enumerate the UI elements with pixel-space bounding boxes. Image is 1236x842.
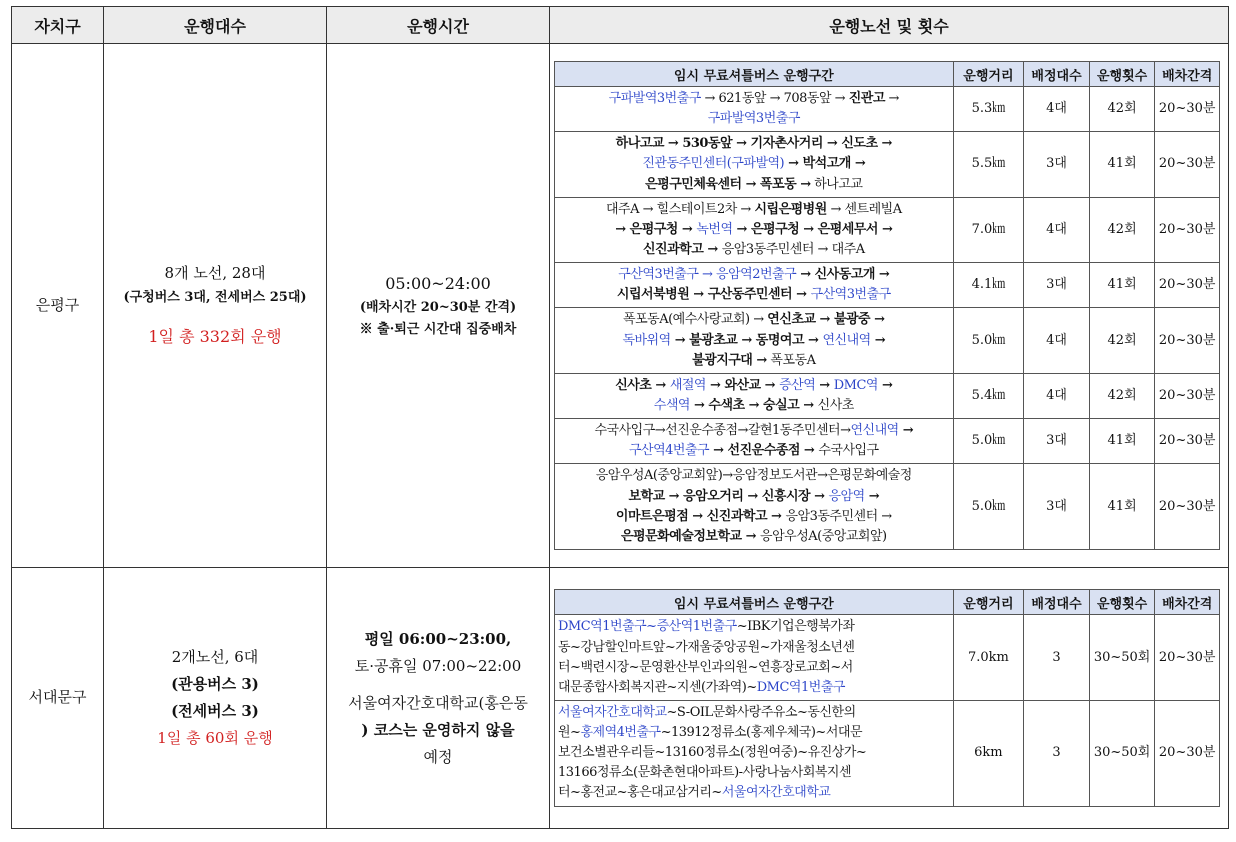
route-segment: → (877, 377, 893, 393)
route-segment: 수국사입구 (818, 443, 879, 459)
route-buses: 4대 (1024, 308, 1090, 373)
eunpyeong-time-note: ※ 출·퇴근 시간대 집중배차 (359, 322, 517, 338)
route-trips: 41회 (1089, 419, 1155, 464)
eunpyeong-routes-body (555, 87, 1220, 550)
route-segment: → 은평구청 → (615, 221, 697, 237)
route-trips: 42회 (1089, 197, 1155, 262)
route-interval: 20~30분 (1155, 615, 1220, 701)
route-segment: ~S-OIL문화사랑주유소~동신한의 (666, 704, 856, 720)
route-description (555, 197, 954, 262)
route-line (558, 200, 950, 220)
route-segment: 신사초 → (615, 377, 670, 393)
route-segment: → (898, 423, 914, 439)
eunpyeong-bus-count (104, 44, 327, 568)
route-buses: 4대 (1024, 373, 1090, 418)
inner-header-route: 임시 무료셔틀버스 운행구간 (555, 62, 954, 87)
route-line (558, 265, 950, 285)
route-interval: 20~30분 (1155, 373, 1220, 418)
route-interval: 20~30분 (1155, 419, 1220, 464)
route-line (558, 703, 950, 723)
eunpyeong-time-interval: (배차시간 20~30분 간격) (359, 300, 517, 315)
route-segment: → 센트레빌A (826, 201, 902, 217)
route-line (558, 89, 950, 109)
route-segment: 응암3동주민센터 → (785, 508, 892, 524)
route-segment: → 불광초교 → 동명여고 → (670, 332, 823, 348)
seodaemun-count-line2: (관용버스 3) (171, 675, 259, 693)
route-row (555, 197, 1220, 262)
route-row (555, 373, 1220, 418)
route-segment: ~13912정류소(홍제우체국)~서대문 (660, 725, 862, 741)
route-segment: → (864, 488, 880, 504)
inner-header-trips: 운행횟수 (1089, 62, 1155, 87)
eunpyeong-operating-hours (327, 44, 550, 568)
route-segment: 독바위역 (622, 332, 671, 348)
route-description (555, 464, 954, 550)
inner-header-trips: 운행횟수 (1089, 590, 1155, 615)
seodaemun-count-line1: 2개노선, 6대 (171, 648, 259, 666)
route-line (558, 783, 950, 803)
route-segment: 원~ (558, 725, 581, 741)
route-distance: 5.0㎞ (953, 464, 1024, 550)
route-distance: 6km (953, 700, 1024, 806)
eunpyeong-count-total: 1일 총 332회 운행 (148, 326, 282, 346)
route-line (558, 285, 950, 305)
route-segment: DMC역 (833, 377, 878, 393)
route-segment: 응암우성A(중앙교회앞)→응암정보도서관→은평문화예술정 (595, 468, 912, 484)
eunpyeong-count-line2: (구청버스 3대, 전세버스 25대) (123, 289, 307, 305)
route-segment: → 선진운수종점 → (709, 443, 819, 459)
route-line (558, 220, 950, 240)
route-distance: 5.3㎞ (953, 87, 1024, 132)
route-line (558, 154, 950, 174)
seodaemun-routes-body (555, 615, 1220, 806)
route-interval: 20~30분 (1155, 132, 1220, 197)
seodaemun-routes-cell (550, 568, 1229, 829)
eunpyeong-row (12, 44, 1229, 568)
route-line (558, 507, 950, 527)
route-segment: 진관고 (848, 91, 885, 107)
route-segment: 구파발역3번출구 (707, 111, 800, 127)
route-line (558, 351, 950, 371)
route-line (558, 175, 950, 195)
seodaemun-time-weekday: 평일 06:00~23:00, (364, 629, 512, 648)
route-trips: 41회 (1089, 464, 1155, 550)
inner-header-buses: 배정대수 (1024, 62, 1090, 87)
route-distance: 7.0km (953, 615, 1024, 701)
header-operating-hours: 운행시간 (327, 7, 550, 44)
route-buses: 3 (1024, 700, 1090, 806)
route-segment: 신진과학고 → (643, 242, 722, 257)
route-line (558, 638, 950, 658)
seodaemun-time-note3: 예정 (423, 747, 453, 766)
route-segment: 응암역 (828, 488, 865, 504)
route-description (555, 263, 954, 308)
route-interval: 20~30분 (1155, 197, 1220, 262)
route-segment: 은평구민체육센터 → 폭포동 → (645, 176, 811, 192)
route-row (555, 419, 1220, 464)
route-segment: 응암3동주민센터 → 대주A (721, 242, 865, 257)
route-trips: 42회 (1089, 308, 1155, 373)
route-row (555, 263, 1220, 308)
route-distance: 5.0㎞ (953, 419, 1024, 464)
route-line (558, 396, 950, 416)
route-distance: 5.4㎞ (953, 373, 1024, 418)
route-segment: 13166정류소(문화촌현대아파트)-사랑나눔사회복지센 (558, 765, 852, 781)
route-segment: 시립은평병원 (754, 201, 827, 217)
route-description (555, 87, 954, 132)
route-segment: 새절역 (669, 377, 706, 393)
route-line (558, 743, 950, 763)
route-line (558, 487, 950, 507)
route-segment: → (870, 332, 886, 348)
route-segment: 구산역3번출구 → 응암역2번출구 (618, 267, 797, 283)
route-segment: 터~홍전교~홍은대교삼거리~ (558, 785, 722, 801)
route-segment: 수국사입구→선진운수종점→갈현1동주민센터→ (594, 423, 851, 439)
route-row (555, 464, 1220, 550)
route-segment: 보건소별관우리들~13160정류소(정원여중)~유진상가~ (558, 745, 867, 761)
header-row (12, 7, 1229, 44)
route-line (558, 109, 950, 129)
seodaemun-routes-header (555, 590, 1220, 615)
route-segment: 서울여자간호대학교 (721, 785, 831, 801)
seodaemun-row (12, 568, 1229, 829)
route-trips: 30~50회 (1089, 700, 1155, 806)
route-description (555, 373, 954, 418)
route-row (555, 132, 1220, 197)
inner-header-distance: 운행거리 (953, 62, 1024, 87)
route-segment: 은평문화예술정보학교 → (621, 528, 761, 544)
route-line (558, 678, 950, 698)
district-eunpyeong: 은평구 (12, 44, 104, 568)
eunpyeong-routes-header (555, 62, 1220, 87)
header-district: 자치구 (12, 7, 104, 44)
route-distance: 5.0㎞ (953, 308, 1024, 373)
inner-header-route: 임시 무료셔틀버스 운행구간 (555, 590, 954, 615)
route-interval: 20~30분 (1155, 700, 1220, 806)
route-segment: 대주A → 힐스테이트2차 → (606, 201, 755, 217)
route-segment: → 은평구청 → 은평세무서 → (732, 221, 893, 237)
eunpyeong-routes-table (554, 61, 1220, 550)
route-line (558, 617, 950, 637)
route-segment: 서울여자간호대학교 (558, 704, 667, 720)
route-segment: → (884, 91, 899, 107)
route-row (555, 615, 1220, 701)
route-segment: 연신내역 (850, 423, 899, 439)
route-buses: 3대 (1024, 419, 1090, 464)
route-segment: 터~백련시장~문영환산부인과의원~연흥장로교회~서 (558, 659, 853, 675)
route-interval: 20~30분 (1155, 263, 1220, 308)
route-segment: 응암우성A(중앙교회앞) (760, 528, 887, 544)
route-description (555, 419, 954, 464)
route-segment: 구파발역3번출구 (608, 91, 701, 107)
route-trips: 42회 (1089, 87, 1155, 132)
route-row (555, 87, 1220, 132)
seodaemun-time-weekend: 토·공휴일 07:00~22:00 (354, 656, 522, 675)
route-segment: → 신사동고개 → (796, 267, 890, 283)
route-buses: 4대 (1024, 197, 1090, 262)
route-line (558, 331, 950, 351)
route-trips: 30~50회 (1089, 615, 1155, 701)
route-trips: 41회 (1089, 263, 1155, 308)
route-segment: DMC역1번출구~증산역1번출구 (558, 619, 737, 635)
route-segment: 폭포동A (766, 352, 816, 368)
header-routes-and-trips: 운행노선 및 횟수 (550, 7, 1229, 44)
seodaemun-count-total: 1일 총 60회 운행 (157, 729, 273, 747)
route-segment: → 621동앞 → 708동앞 → (700, 91, 849, 107)
route-buses: 4대 (1024, 87, 1090, 132)
route-segment: 하나고교 (810, 176, 863, 192)
inner-header-distance: 운행거리 (953, 590, 1024, 615)
seodaemun-time-note2: ) 코스는 운영하지 않을 (361, 720, 515, 739)
route-segment: 이마트은평점 → 신진과학고 → (615, 508, 786, 524)
route-description (555, 308, 954, 373)
route-segment: ~IBK기업은행북가좌 (736, 619, 855, 635)
route-distance: 5.5㎞ (953, 132, 1024, 197)
route-segment: → 수색초 → 숭실고 → (689, 397, 818, 413)
route-line (558, 466, 950, 486)
route-segment: → 박석고개 → (784, 156, 866, 172)
route-buses: 3대 (1024, 132, 1090, 197)
route-buses: 3 (1024, 615, 1090, 701)
route-line (558, 763, 950, 783)
route-description (555, 132, 954, 197)
route-segment: DMC역1번출구 (756, 679, 845, 695)
eunpyeong-count-line1: 8개 노선, 28대 (164, 264, 266, 283)
route-line (558, 310, 950, 330)
route-interval: 20~30분 (1155, 87, 1220, 132)
seodaemun-count-line3: (전세버스 3) (171, 702, 259, 720)
route-segment: 폭포동A(예수사랑교회) → (623, 312, 768, 328)
route-segment: 구산역3번출구 (810, 287, 891, 303)
route-buses: 3대 (1024, 464, 1090, 550)
seodaemun-routes-table (554, 589, 1220, 806)
route-segment: 불광지구대 → (692, 352, 767, 368)
route-row (555, 308, 1220, 373)
route-line (558, 658, 950, 678)
route-interval: 20~30분 (1155, 464, 1220, 550)
route-line (558, 723, 950, 743)
route-description (555, 700, 954, 806)
district-seodaemun: 서대문구 (12, 568, 104, 829)
route-segment: 동~강남할인마트앞~가재울중앙공원~가재울청소년센 (558, 639, 855, 655)
route-row (555, 700, 1220, 806)
route-segment: 연신내역 (822, 332, 871, 348)
route-segment: 녹번역 (696, 221, 733, 237)
route-line (558, 240, 950, 260)
seodaemun-bus-count (104, 568, 327, 829)
route-segment: → 와산교 → (706, 377, 780, 393)
route-segment: 구산역4번출구 (628, 443, 710, 459)
route-description (555, 615, 954, 701)
inner-header-buses: 배정대수 (1024, 590, 1090, 615)
route-line (558, 421, 950, 441)
route-segment: 증산역 (779, 377, 816, 393)
route-line (558, 134, 950, 154)
seodaemun-time-note1: 서울여자간호대학교(홍은동 (348, 693, 528, 712)
route-segment: 수색역 (653, 397, 690, 413)
route-segment: 대문종합사회복지관~지센(가좌역)~ (558, 679, 757, 695)
route-line (558, 376, 950, 396)
route-segment: → (815, 377, 834, 393)
route-buses: 3대 (1024, 263, 1090, 308)
seodaemun-operating-hours (327, 568, 550, 829)
shuttle-bus-table (11, 6, 1229, 829)
eunpyeong-time-main: 05:00~24:00 (385, 273, 491, 293)
eunpyeong-routes-cell (550, 44, 1229, 568)
inner-header-interval: 배차간격 (1155, 62, 1220, 87)
route-segment: 보학교 → 응암오거리 → 신흥시장 → (628, 488, 829, 504)
route-line (558, 441, 950, 461)
route-segment: 시립서북병원 → 구산동주민센터 → (616, 287, 811, 303)
route-segment: 홍제역4번출구 (580, 725, 661, 741)
route-distance: 4.1㎞ (953, 263, 1024, 308)
inner-header-interval: 배차간격 (1155, 590, 1220, 615)
route-segment: 진관동주민센터(구파발역) (642, 156, 785, 172)
route-line (558, 527, 950, 547)
route-distance: 7.0㎞ (953, 197, 1024, 262)
route-segment: 신사초 (817, 397, 854, 413)
header-bus-count: 운행대수 (104, 7, 327, 44)
route-interval: 20~30분 (1155, 308, 1220, 373)
route-segment: 하나고교 → 530동앞 → 기자촌사거리 → 신도초 → (615, 136, 892, 152)
route-trips: 42회 (1089, 373, 1155, 418)
route-trips: 41회 (1089, 132, 1155, 197)
route-segment: 연신초교 → 불광중 → (767, 312, 885, 328)
